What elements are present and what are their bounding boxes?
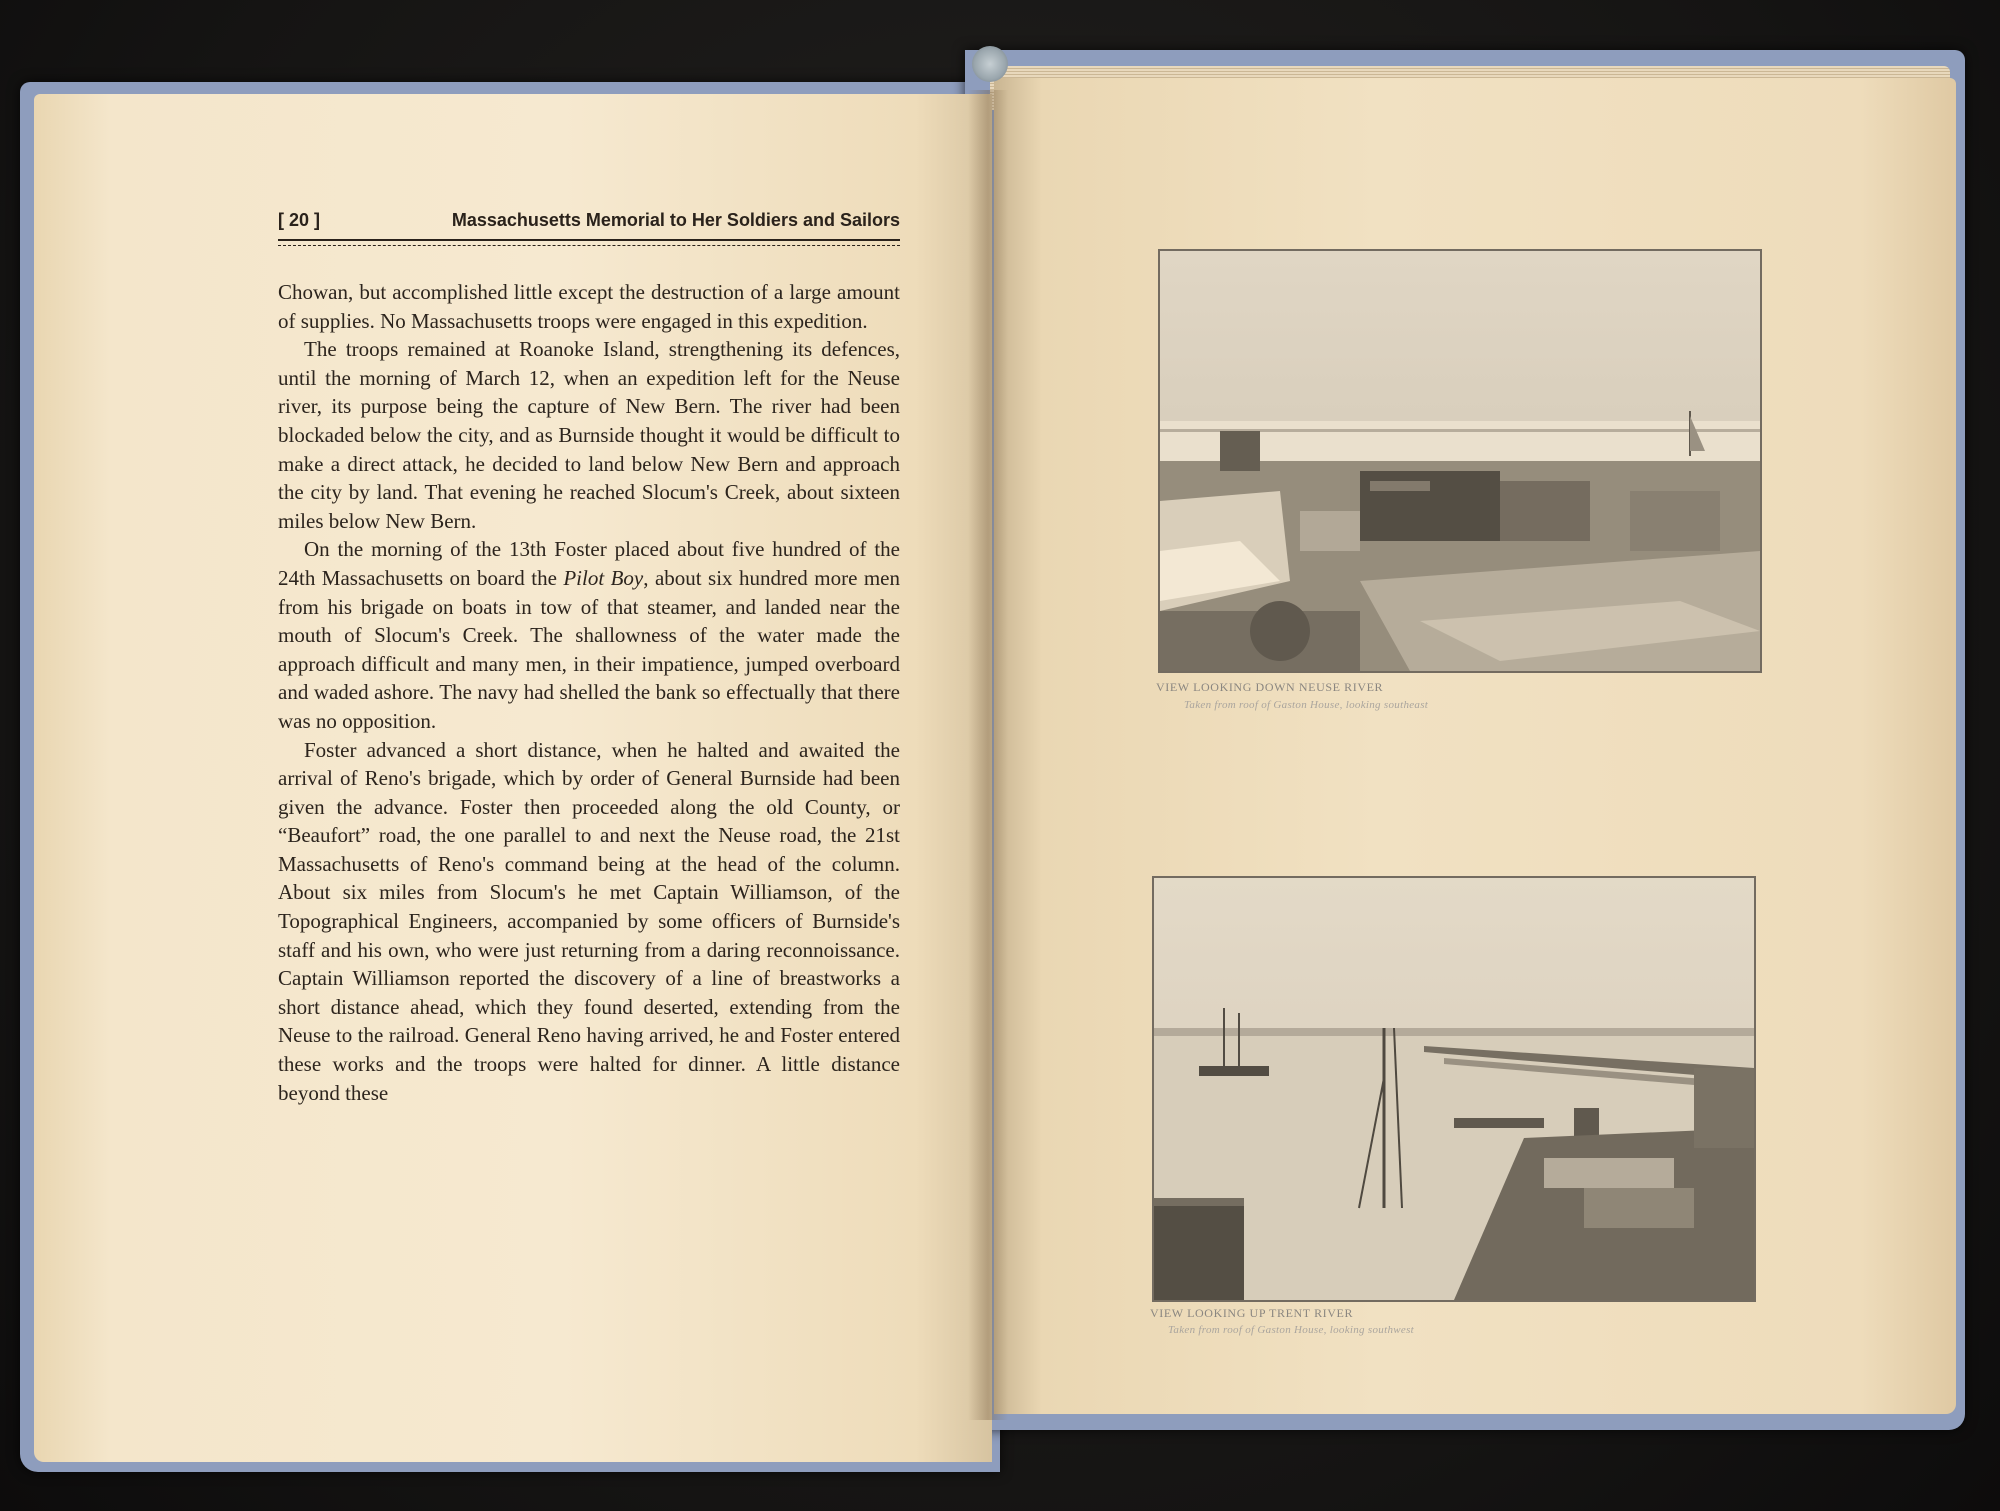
photo-subcaption: Taken from roof of Gaston House, looking southeast <box>1184 699 1429 711</box>
page-number: [ 20 ] <box>278 210 321 230</box>
ship-name: Pilot Boy <box>563 565 644 590</box>
spine-headband <box>972 46 1008 82</box>
running-title: Massachusetts Memorial to Her Soldiers and Sailors <box>451 210 900 230</box>
paragraph-text: On the morning of the 13th Foster placed about five hundred of the 24th Massachusetts on board the <box>278 537 900 590</box>
book-gutter <box>968 90 1008 1420</box>
body-text <box>278 278 900 1107</box>
header-rule <box>278 239 900 246</box>
photo-caption: VIEW LOOKING DOWN NEUSE RIVER <box>1156 680 1384 694</box>
paragraph <box>278 535 900 735</box>
photo-subcaption: Taken from roof of Gaston House, looking southwest <box>1168 1324 1415 1336</box>
photo-neuse-river <box>1158 249 1762 673</box>
photo-caption: VIEW LOOKING UP TRENT RIVER <box>1150 1306 1354 1320</box>
running-head <box>278 210 900 231</box>
paragraph: Foster advanced a short distance, when he halted and awaited the arrival of Reno's brigade, which by order of General Burnside had been given the advance. Foster then proceeded along the old County, or “Beaufort” road, the one parallel to and next the Neuse road, the 21st Massachusetts of Reno's command being at the head of the column. About six miles from Slocum's he met Captain Williamson, of the Topographical Engineers, accompanied by some officers of Burnside's staff and his own, who were just returning from a daring reconnoissance. Captain Williamson reported the discovery of a line of breastworks a short distance ahead, which they found deserted, extending from the Neuse to the railroad. General Reno having arrived, he and Foster entered these works and the troops were halted for dinner. A little distance beyond these <box>278 737 900 1105</box>
photo-trent-river <box>1152 876 1756 1302</box>
paragraph: Chowan, but accomplished little except the destruction of a large amount of supplies. No Massachusetts troops were engaged in this expedition. <box>278 280 900 333</box>
paragraph-text: , about six hundred more men from his brigade on boats in tow of that steamer, and landed near the mouth of Slocum's Creek. The shallowness of the water made the approach difficult and many men, in their impatience, jumped overboard and waded ashore. The navy had shelled the bank so effectually that there was no opposition. <box>278 565 900 733</box>
paragraph: The troops remained at Roanoke Island, strengthening its defences, until the morning of March 12, when an expedition left for the Neuse river, its purpose being the capture of New Bern. The river had been blockaded below the city, and as Burnside thought it would be difficult to make a direct attack, he decided to land below New Bern and approach the city by land. That evening he reached Slocum's Creek, about sixteen miles below New Bern. <box>278 337 900 533</box>
